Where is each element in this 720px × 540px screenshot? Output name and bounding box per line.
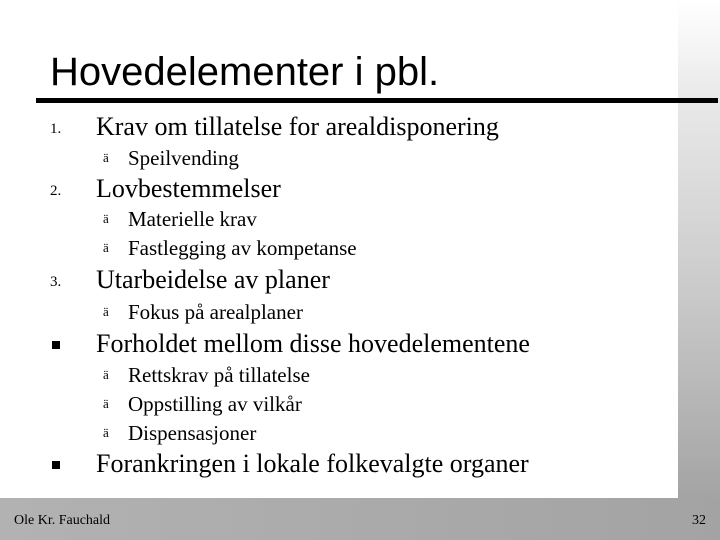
footer-author: Ole Kr. Fauchald [14, 513, 111, 528]
list-subitem-text: Dispensasjoner [128, 421, 257, 445]
square-bullet-icon [52, 461, 60, 469]
list-number-3: 3. [50, 274, 62, 290]
arrow-bullet-icon: ä [103, 367, 109, 382]
square-bullet-icon [52, 341, 60, 349]
list-item-text: Utarbeidelse av planer [96, 265, 330, 294]
list-subitem-text: Rettskrav på tillatelse [128, 363, 310, 387]
right-frame-bar [678, 0, 720, 540]
page-number: 32 [692, 513, 706, 528]
arrow-bullet-icon: ä [103, 396, 109, 411]
arrow-bullet-icon: ä [103, 425, 109, 440]
arrow-bullet-icon: ä [103, 150, 109, 165]
arrow-bullet-icon: ä [103, 211, 109, 226]
list-subitem-text: Materielle krav [128, 207, 257, 231]
list-item-text: Krav om tillatelse for arealdisponering [96, 112, 499, 141]
list-number-2: 2. [50, 183, 62, 199]
arrow-bullet-icon: ä [103, 304, 109, 319]
list-item-text: Forankringen i lokale folkevalgte organer [96, 449, 529, 478]
list-subitem-text: Fokus på arealplaner [128, 300, 303, 324]
list-subitem-text: Speilvending [128, 146, 239, 170]
list-item-text: Forholdet mellom disse hovedelementene [96, 329, 530, 358]
arrow-bullet-icon: ä [103, 240, 109, 255]
list-subitem-text: Oppstilling av vilkår [128, 392, 302, 416]
list-number-1: 1. [50, 121, 62, 137]
list-subitem-text: Fastlegging av kompetanse [128, 236, 357, 260]
title-underline [36, 98, 718, 103]
slide-title: Hovedelementer i pbl. [50, 50, 440, 94]
list-item-text: Lovbestemmelser [96, 174, 281, 203]
